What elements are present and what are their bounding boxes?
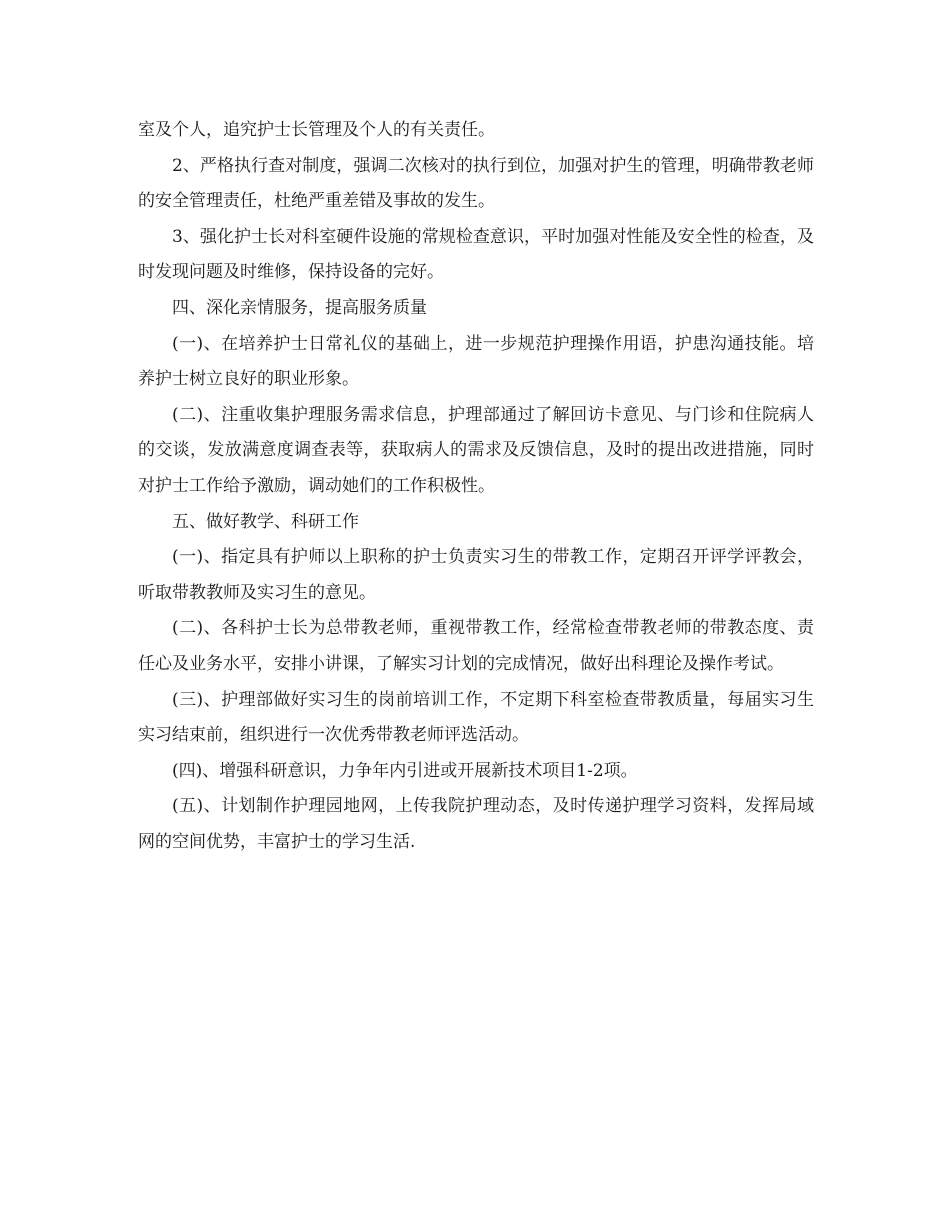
paragraph-5: (一)、在培养护士日常礼仪的基础上，进一步规范护理操作用语，护患沟通技能。培养护士树立良好的职业形象。 bbox=[138, 333, 814, 390]
paragraph-3: 3、强化护士长对科室硬件设施的常规检查意识，平时加强对性能及安全性的检查，及时发现问题及时维修，保持设备的完好。 bbox=[138, 226, 814, 283]
document-body bbox=[138, 113, 814, 860]
paragraph-10: (三)、护理部做好实习生的岗前培训工作，不定期下科室检查带教质量，每届实习生实习结束前，组织进行一次优秀带教老师评选活动。 bbox=[138, 689, 814, 746]
paragraph-1: 室及个人，追究护士长管理及个人的有关责任。 bbox=[138, 120, 495, 140]
section-heading-5: 五、做好教学、科研工作 bbox=[172, 511, 359, 532]
paragraph-2: 2、严格执行查对制度，强调二次核对的执行到位，加强对护生的管理，明确带教老师的安全管理责任，杜绝严重差错及事故的发生。 bbox=[138, 155, 814, 212]
paragraph-6: (二)、注重收集护理服务需求信息，护理部通过了解回访卡意见、与门诊和住院病人的交谈，发放满意度调查表等，获取病人的需求及反馈信息，及时的提出改进措施，同时对护士工作给予激励，调动她们的工作积极性。 bbox=[138, 404, 814, 496]
paragraph-8: (一)、指定具有护师以上职称的护士负责实习生的带教工作，定期召开评学评教会，听取带教教师及实习生的意见。 bbox=[138, 547, 814, 603]
paragraph-9: (二)、各科护士长为总带教老师，重视带教工作，经常检查带教老师的带教态度、责任心及业务水平，安排小讲课，了解实习计划的完成情况，做好出科理论及操作考试。 bbox=[138, 618, 814, 674]
section-heading-4: 四、深化亲情服务，提高服务质量 bbox=[172, 297, 427, 318]
paragraph-12: (五)、计划制作护理园地网，上传我院护理动态，及时传递护理学习资料，发挥局域网的空间优势，丰富护士的学习生活. bbox=[138, 796, 814, 852]
paragraph-11: (四)、增强科研意识，力争年内引进或开展新技术项目1-2项。 bbox=[172, 760, 638, 781]
